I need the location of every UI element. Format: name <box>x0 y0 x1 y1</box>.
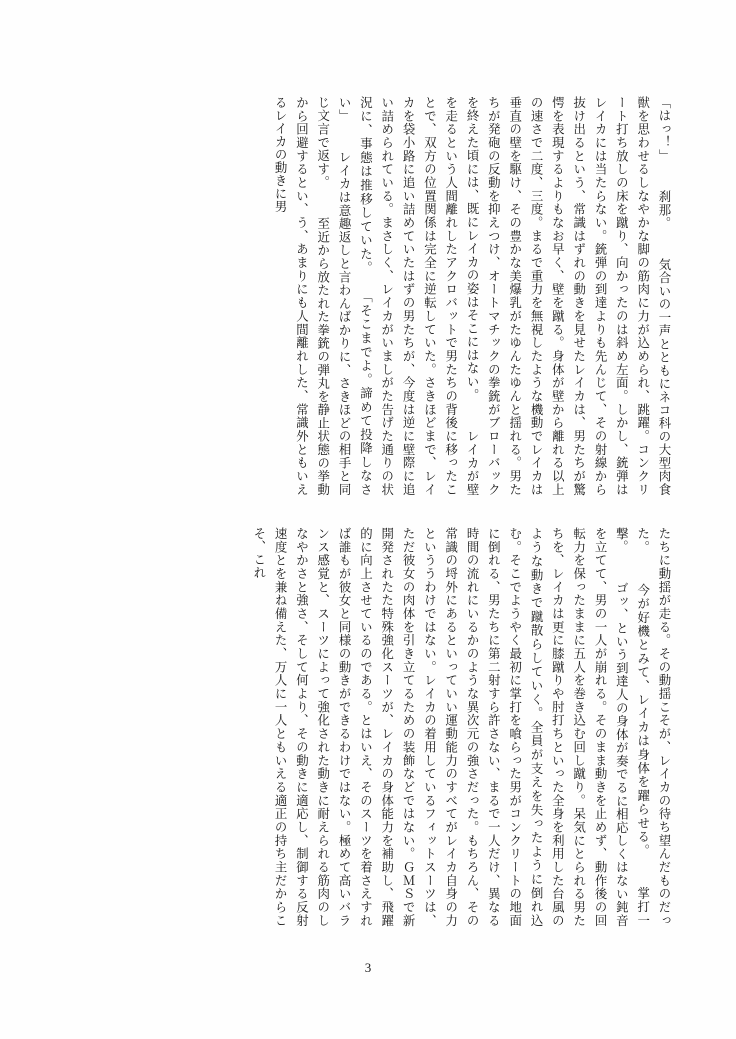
upper-text-block: 「はっ！」 刹那。 気合いの一声とともにネコ科の大型肉食獣を思わせるしなやかな脚の筋肉に力が込められ、跳躍。コンクリート打ち放しの床を蹴り、向かったのは斜め左面。しかし、銃弾はレイカには当たらない。銃弾の到達よりも先んじて、その射線から抜け出るという、常識はずれの動きを見せたレイカは、男たちが驚愕を表現するよりもなお早く、壁を蹴る。身体が壁から離れる以上の速さで二度、三度。まるで重力を無視したような機動でレイカは垂直の壁を駆け、その豊かな美爆乳がたゆんたゆんと揺れる。男たちが発砲の反動を抑えつけ、オートマチックの拳銃がブローバックを終えた頃には、既にレイカの姿はそこにはない。 レイカが壁を走るという人間離れしたアクロバットで男たちの背後に移ったことで、双方の位置関係は完全に逆転していた。さきほどまで、レイカを袋小路に追い詰めていたはずの男たちが、今度は逆に壁際に追い詰められている。まさしく、レイカがいましがた告げた通りの状況に、事態は推移していた。 「そこまでよ。諦めて投降しなさい」 レイカは意趣返しと言わんばかりに、さきほどの相手と同じ文言で返す。 至近から放たれた拳銃の弾丸を静止状態の挙動から回避するとい、う、あまりにも人間離れした、常識外ともいえるレイカの動きに男 <box>273 96 671 496</box>
page-number: 3 <box>364 960 372 975</box>
lower-text-block: たちに動揺が走る。その動揺こそが、レイカの待ち望んだものだった。 今が好機とみて、レイカは身体を躍らせる。 掌打一撃。 ゴッ、という到達人の身体が奏でるに相応しくはない鈍音を立てて、男の一人が崩れる。そのまま動きを止めず、動作後の回転力を保ったままに五人を巻き込む回し蹴り。呆気にとられる男たちを、レイカは更に膝蹴りや肘打ちといった全身を利用した台風のような動きで蹴散らしていく。全員が支えを失ったように倒れ込む。そこでようやく最初に掌打を喰らった男がコンクリートの地面に倒れる、男たちに第二射すら許さない、まるで一人だけ、異なる時間の流れにいるかのような異次元の強さだった。もちろん、その常識の埒外にあるといっていい運動能力のすべてがレイカ自身の力といううわけではない。レイカの着用しているフィットスーツは、ただ彼女の肉体を引き立てるための装飾などではない。ＧＭＳで新開発されたた特殊強化スーツが、レイカの身体能力を補助し、飛躍的に向上させているのである。とはいえ、そのスーツを着さえすれば誰もが彼女と同様の動きができるわけではない。極めて高いバランス感覚と、スーツによって強化された動きに耐えられる筋肉のしなやかさと強さ、そして何より、その動きに適応し、制御する反射速度とを兼ね備えた、万人に一人ともいえる適正の持ち主だからこそ、これ <box>251 527 671 927</box>
